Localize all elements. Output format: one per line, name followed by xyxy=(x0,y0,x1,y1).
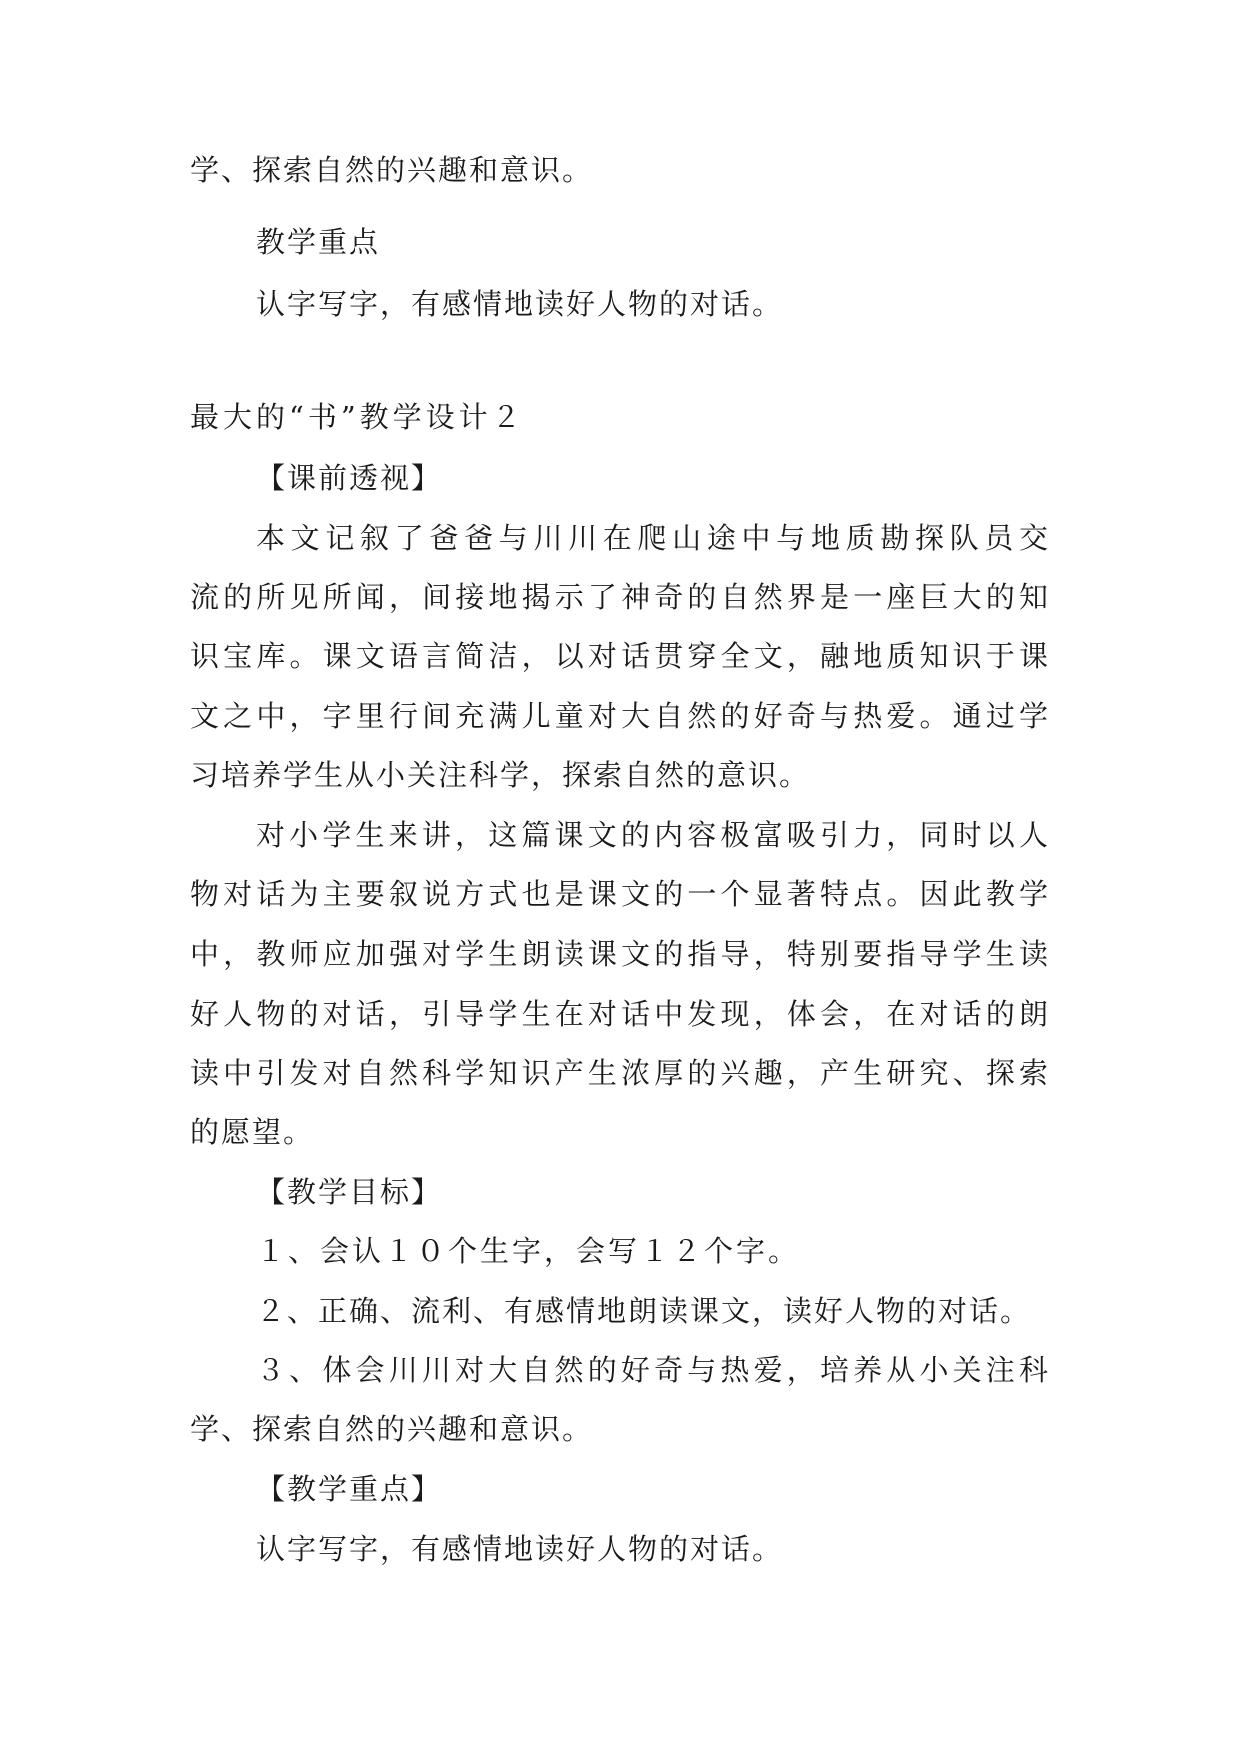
section-heading-focus: 【教学重点】 xyxy=(256,1472,443,1506)
section-heading-goals: 【教学目标】 xyxy=(256,1175,443,1209)
goal-item-continuation: 学、探索自然的兴趣和意识。 xyxy=(190,1412,594,1446)
intro-heading: 教学重点 xyxy=(256,225,381,259)
intro-point: 认字写字，有感情地读好人物的对话。 xyxy=(256,287,784,321)
paragraph-2-line: 好人物的对话，引导学生在对话中发现，体会，在对话的朗 xyxy=(190,997,1048,1031)
intro-end-line: 学、探索自然的兴趣和意识。 xyxy=(190,153,594,187)
paragraph-1-line: 识宝库。课文语言简洁，以对话贯穿全文，融地质知识于课 xyxy=(190,639,1048,673)
paragraph-2-line: 的愿望。 xyxy=(190,1115,315,1149)
paragraph-1-line: 流的所见所闻，间接地揭示了神奇的自然界是一座巨大的知 xyxy=(190,580,1048,614)
focus-text: 认字写字，有感情地读好人物的对话。 xyxy=(256,1532,784,1566)
paragraph-2-line: 中，教师应加强对学生朗读课文的指导，特别要指导学生读 xyxy=(190,937,1048,971)
paragraph-1-line: 习培养学生从小关注科学，探索自然的意识。 xyxy=(190,758,811,792)
paragraph-2-line: 读中引发对自然科学知识产生浓厚的兴趣，产生研究、探索 xyxy=(190,1056,1048,1090)
goal-item: １、会认１０个生字，会写１２个字。 xyxy=(256,1234,801,1268)
paragraph-2-line: 物对话为主要叙说方式也是课文的一个显著特点。因此教学 xyxy=(190,877,1048,911)
paragraph-2-line: 对小学生来讲，这篇课文的内容极富吸引力，同时以人 xyxy=(256,818,1048,852)
section-heading-preview: 【课前透视】 xyxy=(256,461,443,495)
goal-item: ３、体会川川对大自然的好奇与热爱，培养从小关注科 xyxy=(256,1353,1048,1387)
goal-item: ２、正确、流利、有感情地朗读课文，读好人物的对话。 xyxy=(256,1294,1032,1328)
document-title: 最大的“书”教学设计２ xyxy=(190,400,525,434)
paragraph-1-line: 文之中，字里行间充满儿童对大自然的好奇与热爱。通过学 xyxy=(190,699,1048,733)
paragraph-1-line: 本文记叙了爸爸与川川在爬山途中与地质勘探队员交 xyxy=(256,521,1048,555)
